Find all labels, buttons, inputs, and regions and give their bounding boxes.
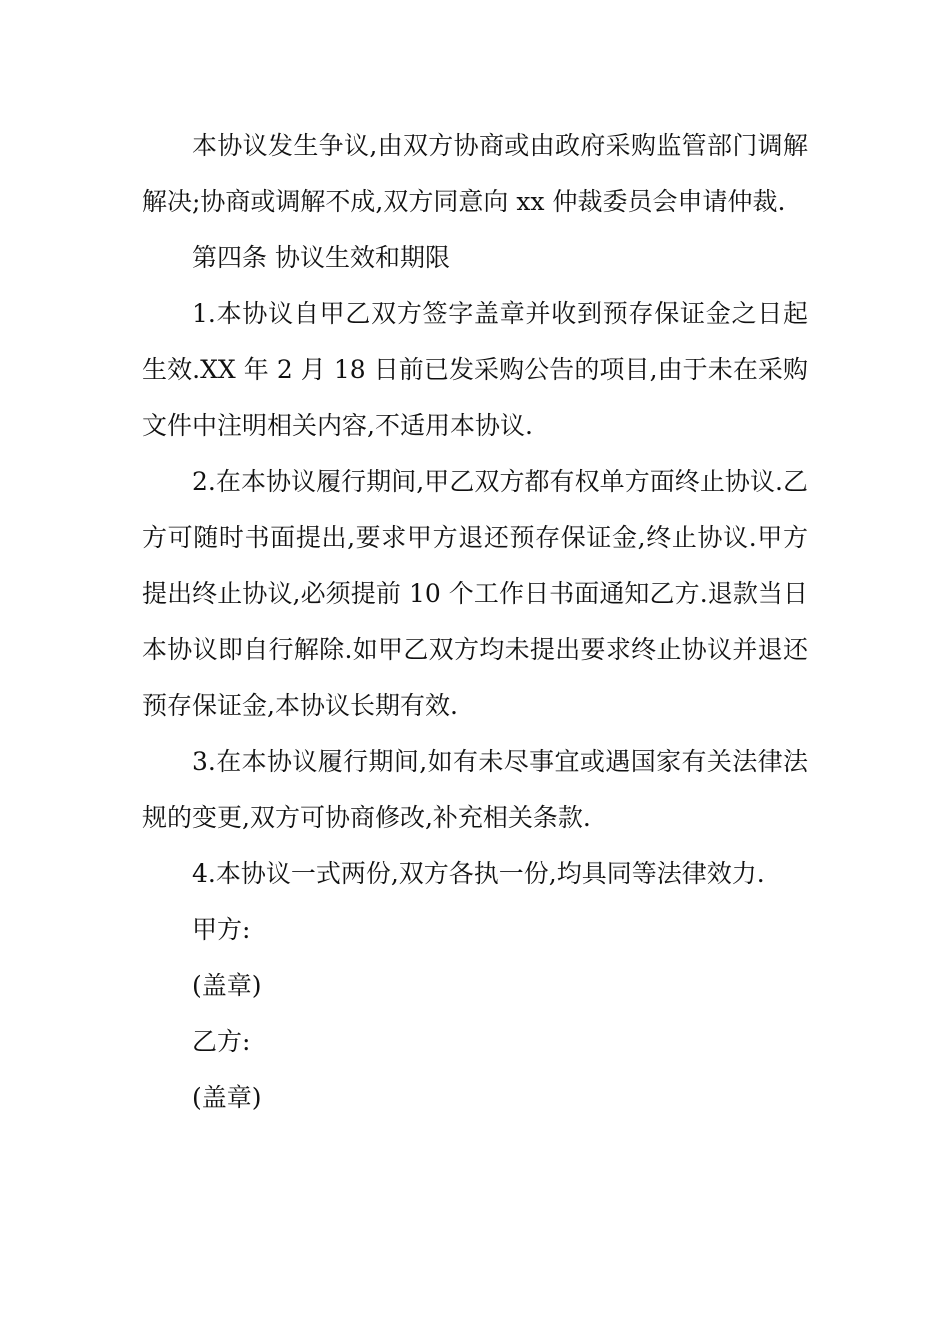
clause-3-paragraph: 3.在本协议履行期间,如有未尽事宜或遇国家有关法律法规的变更,双方可协商修改,补充相关条款. bbox=[142, 747, 808, 832]
clause-2-paragraph: 2.在本协议履行期间,甲乙双方都有权单方面终止协议.乙方可随时书面提出,要求甲方退还预存保证金,终止协议.甲方提出终止协议,必须提前 10 个工作日书面通知乙方.退款当日本协议即自行解除.如甲乙双方均未提出要求终止协议并退还预存保证金,本协议长期有效. bbox=[142, 467, 808, 720]
party-a-seal: (盖章) bbox=[192, 971, 262, 1000]
party-b-label: 乙方: bbox=[192, 1027, 251, 1056]
article-four-heading: 第四条 协议生效和期限 bbox=[192, 243, 450, 272]
clause-4-paragraph: 4.本协议一式两份,双方各执一份,均具同等法律效力. bbox=[192, 859, 765, 888]
party-a-label: 甲方: bbox=[192, 915, 251, 944]
clause-1-paragraph: 1.本协议自甲乙双方签字盖章并收到预存保证金之日起生效.XX 年 2 月 18 日前已发采购公告的项目,由于未在采购文件中注明相关内容,不适用本协议. bbox=[142, 299, 808, 440]
party-b-seal: (盖章) bbox=[192, 1083, 262, 1112]
dispute-resolution-paragraph: 本协议发生争议,由双方协商或由政府采购监管部门调解解决;协商或调解不成,双方同意向 xx 仲裁委员会申请仲裁. bbox=[142, 131, 808, 216]
document-body bbox=[142, 118, 808, 1126]
